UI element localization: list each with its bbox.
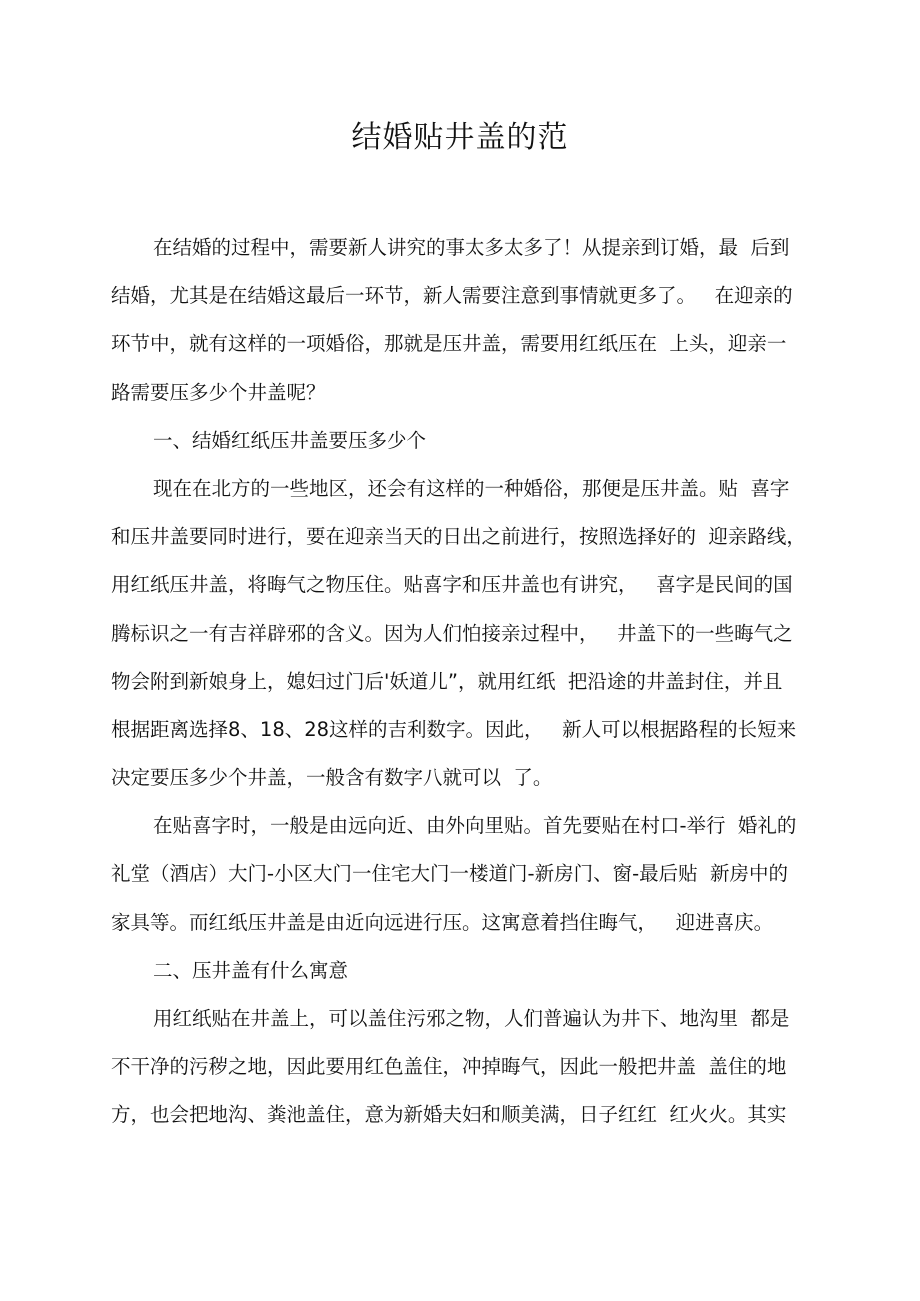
paragraph-line: 在贴喜字时，一般是由远向近、由外向里贴。首先要贴在村口-举行 婚礼的	[153, 814, 797, 838]
section-heading: 一、结婚红纸压井盖要压多少个	[153, 428, 427, 452]
document-body	[111, 224, 811, 1140]
paragraph-line: 决定要压多少个井盖，一般含有数字八就可以 了。	[111, 766, 553, 790]
paragraph-line: 腾标识之一有吉祥辟邪的含义。因为人们怕接亲过程中， 井盖下的一些晦气之	[111, 621, 793, 645]
paragraph-line: 环节中，就有这样的一项婚俗，那就是压井盖，需要用红纸压在 上头，迎亲一	[111, 332, 787, 356]
paragraph-line: 物会附到新娘身上，媳妇过门后'妖道儿”，就用红纸 把沿途的井盖封住，并且	[111, 669, 783, 693]
document-title: 结婚贴井盖的范	[351, 120, 569, 155]
paragraph-line: 在结婚的过程中，需要新人讲究的事太多太多了！从提亲到订婚，最 后到	[153, 236, 790, 259]
paragraph-line: 和压井盖要同时进行，要在迎亲当天的日出之前进行，按照选择好的 迎亲路线，	[111, 525, 806, 549]
paragraph-line: 家具等。而红纸压井盖是由近向远进行压。这寓意着挡住晦气， 迎进喜庆。	[111, 910, 774, 934]
paragraph-line: 方，也会把地沟、粪池盖住，意为新婚夫妇和顺美满，日子红红 红火火。其实	[111, 1103, 787, 1127]
paragraph-line: 用红纸压井盖，将晦气之物压住。贴喜字和压井盖也有讲究， 喜字是民间的国	[111, 573, 793, 597]
paragraph-line: 根据距离选择8、18、28这样的吉利数字。因此， 新人可以根据路程的长短来	[111, 717, 797, 741]
paragraph-line: 不干净的污秽之地，因此要用红色盖住，冲掉晦气，因此一般把井盖 盖住的地	[111, 1055, 787, 1079]
paragraph-line: 礼堂（酒店）大门-小区大门一住宅大门一楼道门-新房门、窗-最后贴 新房中的	[111, 862, 789, 886]
paragraph-line: 结婚，尤其是在结婚这最后一环节，新人需要注意到事情就更多了。 在迎亲的	[111, 284, 793, 308]
paragraph-line: 路需要压多少个井盖呢？	[111, 380, 326, 404]
paragraph-line: 用红纸贴在井盖上，可以盖住污邪之物，人们普遍认为井下、地沟里 都是	[153, 1007, 790, 1030]
section-heading: 二、压井盖有什么寓意	[153, 958, 349, 982]
paragraph-line: 现在在北方的一些地区，还会有这样的一种婚俗，那便是压井盖。贴 喜字	[153, 476, 790, 500]
